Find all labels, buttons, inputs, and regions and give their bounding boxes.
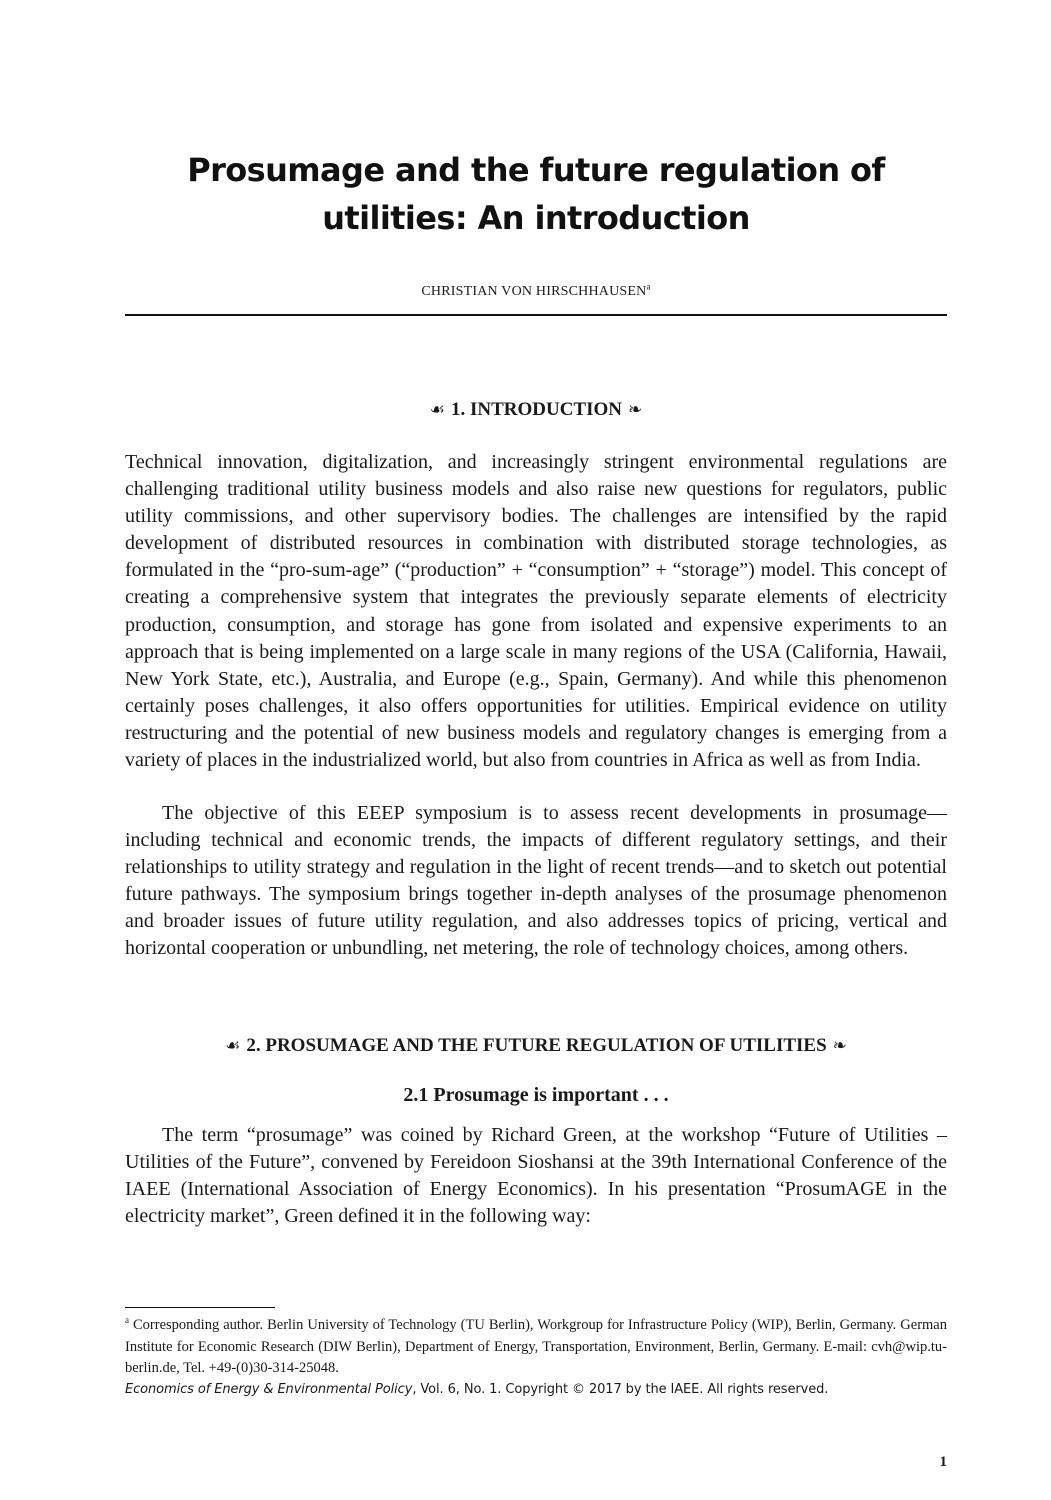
footnote — [125, 1315, 947, 1380]
intro-paragraph-1: Technical innovation, digitalization, and increasingly stringent environmental regulations are challenging traditional utility business models and also raise new questions for regulators, public utility commissions, and other supervisory bodies. The challenges are intensified by the rapid development of distributed resources in combination with distributed storage technologies, as formulated in the “pro-sum-age” (“production” + “consumption” + “storage”) model. This concept of creating a comprehensive system that integrates the previously separate elements of electricity production, consumption, and storage has gone from isolated and expensive experiments to an approach that is being implemented on a large scale in many regions of the USA (California, Hawaii, New York State, etc.), Australia, and Europe (e.g., Spain, Germany). And while this phenomenon certainly poses challenges, it also offers opportunities for utilities. Empirical evidence on utility restructuring and the potential of new business models and regulatory changes is emerging from a variety of places in the industrialized world, but also from countries in Africa as well as from India. — [125, 451, 947, 772]
intro-paragraph-2: The objective of this EEEP symposium is to assess recent developments in prosumage—including technical and economic trends, the impacts of different regulatory settings, and their relationships to utility strategy and regulation in the light of recent trends—and to sketch out potential future pathways. The symposium brings together in-depth analyses of the prosumage phenomenon and broader issues of future utility regulation, and also addresses topics of pricing, vertical and horizontal cooperation or unbundling, net metering, the role of technology choices, among others. — [125, 802, 947, 960]
ornament-right-icon: ❧ — [832, 1036, 847, 1055]
copyright-text: , Vol. 6, No. 1. Copyright © 2017 by the IAEE. All rights reserved. — [412, 1382, 829, 1397]
page-number: 1 — [939, 1454, 947, 1470]
ornament-left-icon: ☙ — [225, 1036, 241, 1055]
footnote-marker: a — [125, 1315, 129, 1326]
ornament-left-icon: ☙ — [429, 400, 445, 419]
section-1-heading — [125, 399, 947, 421]
title-divider — [125, 314, 947, 316]
journal-name: Economics of Energy & Environmental Policy — [125, 1382, 413, 1397]
footnote-text: Corresponding author. Berlin University of Technology (TU Berlin), Workgroup for Infrastructure Policy (WIP), Berlin, Germany. German Institute for Economic Research (DIW Berlin), Department of Energy, Transportation, Environment, Berlin, Germany. E-mail: cvh@wip.tu-berlin.de, Tel. +49-(0)30-314-25048. — [125, 1317, 947, 1376]
section-2-heading — [125, 1035, 947, 1057]
article-title: Prosumage and the future regulation of utilities: An introduction — [187, 151, 885, 237]
footnote-divider — [125, 1307, 275, 1308]
author-footnote-marker: a — [646, 281, 651, 292]
copyright-line — [125, 1382, 947, 1397]
author-line — [125, 281, 947, 300]
subsection-2-1-heading: 2.1 Prosumage is important . . . — [403, 1084, 669, 1106]
author-name: CHRISTIAN VON HIRSCHHAUSEN — [421, 284, 647, 299]
ornament-right-icon: ❧ — [628, 400, 643, 419]
section-1-title: 1. INTRODUCTION — [450, 399, 623, 420]
section-2-title: 2. PROSUMAGE AND THE FUTURE REGULATION OF UTILITIES — [246, 1035, 827, 1056]
section-2-paragraph: The term “prosumage” was coined by Richard Green, at the workshop “Future of Utilities – Utilities of the Future”, convened by Fereidoon Sioshansi at the 39th International Conference of the IAEE (International Association of Energy Economics). In his presentation “ProsumAGE in the electricity market”, Green defined it in the following way: — [125, 1124, 947, 1228]
